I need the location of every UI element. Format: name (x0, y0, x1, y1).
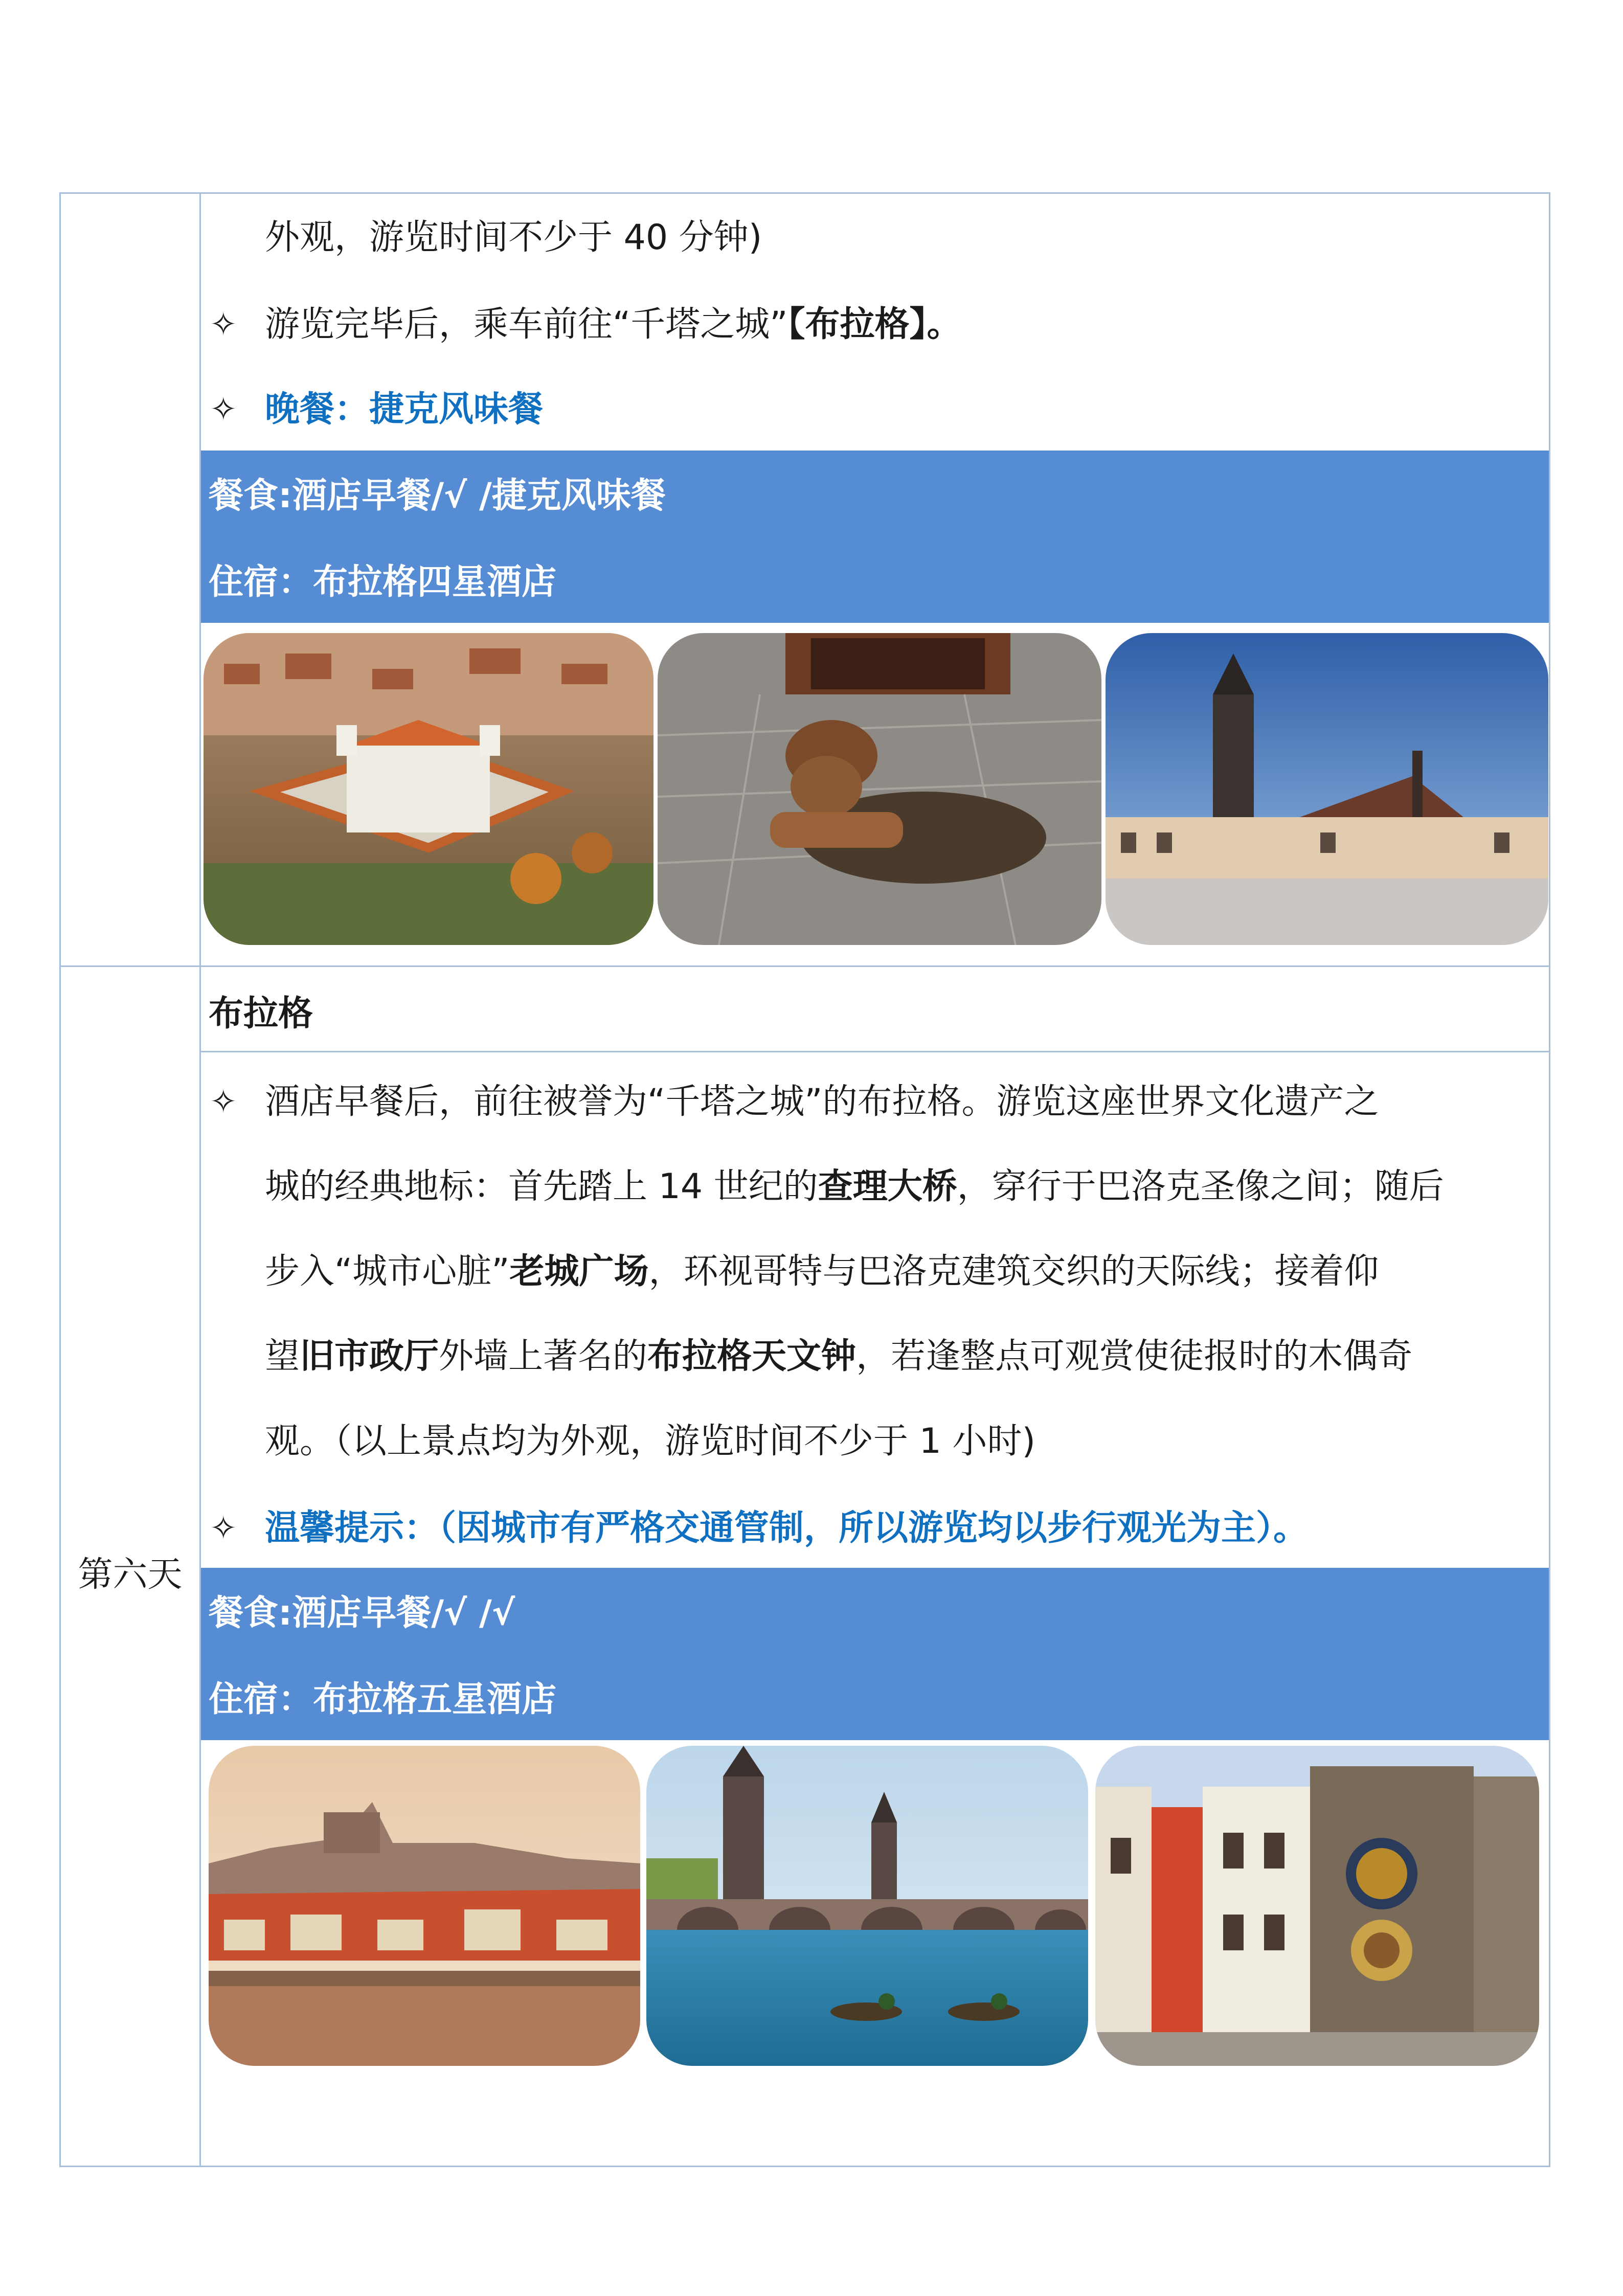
day6-tip: 温馨提示：（因城市有严格交通管制，所以游览均以步行观光为主）。 (265, 1508, 1309, 1548)
photo-cumil-statue (658, 633, 1101, 945)
text-run: 步入“城市心脏” (265, 1251, 510, 1292)
day6-city-title: 布拉格 (209, 994, 313, 1034)
photo-charles-bridge (646, 1746, 1088, 2066)
day6-paragraph-line2 (265, 1164, 1444, 1210)
photo-bratislava-castle (204, 633, 653, 945)
day6-paragraph-line3 (265, 1249, 1379, 1295)
bullet-icon: ✧ (210, 1510, 237, 1547)
text-run: ，穿行于巴洛克圣像之间；随后 (957, 1166, 1444, 1207)
day5-transfer-label: 游览完毕后，乘车前往“千塔之城” (265, 304, 788, 345)
text-run: 外墙上著名的 (439, 1336, 648, 1377)
photo-ceske-budejovice-square (1106, 633, 1548, 945)
highlight-old-town-hall: 旧市政厅 (300, 1336, 439, 1377)
day6-paragraph-line1: 酒店早餐后，前往被誉为“千塔之城”的布拉格。游览这座世界文化遗产之 (265, 1082, 1379, 1122)
highlight-charles-bridge: 查理大桥 (818, 1166, 957, 1207)
day6-meals: 餐食:酒店早餐/√ /√ (209, 1593, 515, 1633)
bullet-icon: ✧ (210, 306, 237, 344)
text-run: 望 (265, 1336, 300, 1377)
photo-prague-castle-river (209, 1746, 640, 2066)
day5-transfer-text (265, 302, 961, 348)
day5-text-continuation: 外观，游览时间不少于 40 分钟) (265, 217, 762, 258)
text-run: ，若逢整点可观赏使徒报时的木偶奇 (856, 1336, 1413, 1377)
day5-hotel: 住宿：布拉格四星酒店 (209, 562, 557, 602)
photo-astronomical-clock (1095, 1746, 1539, 2066)
day5-meals: 餐食:酒店早餐/√ /捷克风味餐 (209, 476, 666, 516)
day5-dinner: 晚餐：捷克风味餐 (265, 389, 544, 430)
text-run: 城的经典地标：首先踏上 14 世纪的 (265, 1166, 818, 1207)
table-row-divider (59, 965, 1550, 967)
day-label: 第六天 (78, 1555, 183, 1595)
bullet-icon: ✧ (210, 1083, 237, 1121)
day6-hotel: 住宿：布拉格五星酒店 (209, 1679, 557, 1720)
table-cell-divider (199, 1051, 1550, 1052)
highlight-astronomical-clock: 布拉格天文钟 (647, 1336, 856, 1377)
day5-destination: 【布拉格】。 (787, 304, 962, 345)
text-run: ，环视哥特与巴洛克建筑交织的天际线；接着仰 (648, 1251, 1379, 1292)
bullet-icon: ✧ (210, 391, 237, 429)
highlight-old-town-square: 老城广场 (509, 1251, 649, 1292)
day6-paragraph-line4 (265, 1334, 1412, 1380)
day6-paragraph-line5: 观。（以上景点均为外观，游览时间不少于 1 小时) (265, 1421, 1036, 1461)
